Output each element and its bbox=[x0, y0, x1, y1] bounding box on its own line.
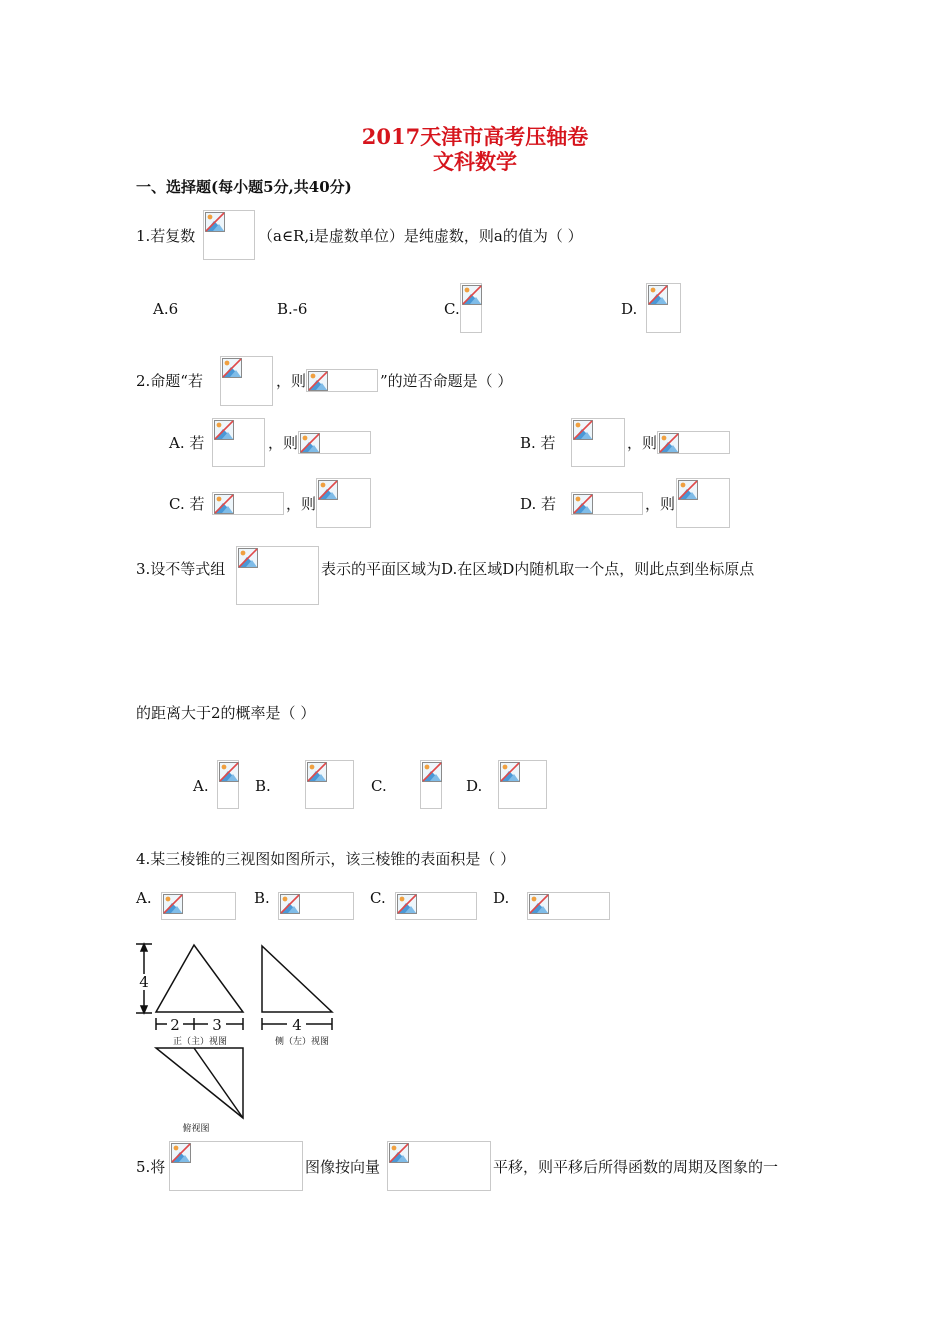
broken-image-glyph bbox=[308, 371, 328, 391]
q5-text-pre: 5.将 bbox=[136, 1158, 166, 1176]
broken-image-glyph bbox=[238, 548, 258, 568]
broken-image-glyph bbox=[648, 285, 668, 305]
broken-image-icon bbox=[306, 369, 378, 392]
broken-image-glyph bbox=[529, 894, 549, 914]
front-height-label: 4 bbox=[139, 973, 149, 991]
broken-image-icon bbox=[571, 418, 625, 467]
q3-option-c: C. bbox=[371, 777, 387, 795]
section-heading: 一、选择题(每小题5分,共40分) bbox=[136, 178, 352, 196]
page-title: 2017天津市高考压轴卷 bbox=[361, 124, 589, 149]
broken-image-icon bbox=[460, 283, 482, 333]
broken-image-icon bbox=[305, 760, 354, 809]
broken-image-glyph bbox=[389, 1143, 409, 1163]
q1-option-a: A.6 bbox=[153, 300, 179, 318]
broken-image-icon bbox=[220, 356, 273, 406]
three-view-figure bbox=[130, 938, 350, 1138]
side-view-caption: 侧（左）视图 bbox=[274, 1037, 330, 1047]
broken-image-glyph bbox=[462, 285, 482, 305]
broken-image-glyph bbox=[163, 894, 183, 914]
q4-option-a: A. bbox=[136, 889, 152, 907]
broken-image-glyph bbox=[573, 494, 593, 514]
broken-image-glyph bbox=[219, 762, 239, 782]
front-view bbox=[136, 944, 243, 1030]
front-view-caption: 正（主）视图 bbox=[172, 1037, 228, 1047]
q1-option-b: B.-6 bbox=[277, 300, 308, 318]
broken-image-glyph bbox=[422, 762, 442, 782]
broken-image-icon bbox=[217, 760, 239, 809]
q2-option-c-pre: C. 若 bbox=[169, 495, 205, 513]
q4-option-c: C. bbox=[370, 889, 386, 907]
broken-image-icon bbox=[498, 760, 547, 809]
q3-text-post: 表示的平面区域为D.在区域D内随机取一个点，则此点到坐标原点 bbox=[321, 560, 755, 578]
broken-image-icon bbox=[571, 492, 643, 515]
front-right-label: 3 bbox=[212, 1016, 222, 1034]
broken-image-icon bbox=[646, 283, 681, 333]
broken-image-glyph bbox=[214, 420, 234, 440]
broken-image-icon bbox=[657, 431, 730, 454]
q2-option-d-pre: D. 若 bbox=[520, 495, 557, 513]
q4-option-d: D. bbox=[493, 889, 510, 907]
q1-text-post: （a∈R,i是虚数单位）是纯虚数，则a的值为（ ） bbox=[258, 227, 583, 245]
broken-image-glyph bbox=[397, 894, 417, 914]
broken-image-icon bbox=[298, 431, 371, 454]
q3-option-b: B. bbox=[255, 777, 271, 795]
q2-text-post: ”的逆否命题是（ ） bbox=[380, 372, 513, 390]
top-view-caption: 俯视图 bbox=[182, 1124, 210, 1134]
broken-image-glyph bbox=[222, 358, 242, 378]
broken-image-glyph bbox=[300, 433, 320, 453]
q3-option-a: A. bbox=[193, 777, 209, 795]
q3-text-line2: 的距离大于2的概率是（ ） bbox=[136, 704, 316, 722]
broken-image-icon bbox=[169, 1141, 303, 1191]
front-left-label: 2 bbox=[170, 1016, 180, 1034]
broken-image-icon bbox=[203, 210, 255, 260]
broken-image-icon bbox=[395, 892, 477, 920]
broken-image-glyph bbox=[500, 762, 520, 782]
q4-text: 4.某三棱锥的三视图如图所示，该三棱锥的表面积是（ ） bbox=[136, 850, 516, 868]
q2-text-mid: ，则 bbox=[276, 372, 307, 390]
broken-image-icon bbox=[212, 418, 265, 467]
broken-image-glyph bbox=[307, 762, 327, 782]
q2-option-b-mid: ，则 bbox=[627, 434, 658, 452]
broken-image-icon bbox=[316, 478, 371, 528]
broken-image-icon bbox=[236, 546, 319, 605]
q2-option-d-mid: ，则 bbox=[645, 495, 676, 513]
q3-option-d: D. bbox=[466, 777, 483, 795]
q1-option-d: D. bbox=[621, 300, 638, 318]
broken-image-icon bbox=[527, 892, 610, 920]
broken-image-icon bbox=[161, 892, 236, 920]
broken-image-icon bbox=[676, 478, 730, 528]
broken-image-glyph bbox=[171, 1143, 191, 1163]
q5-text-post: 平移，则平移后所得函数的周期及图象的一 bbox=[493, 1158, 779, 1176]
broken-image-glyph bbox=[318, 480, 338, 500]
broken-image-glyph bbox=[214, 494, 234, 514]
broken-image-glyph bbox=[573, 420, 593, 440]
broken-image-glyph bbox=[678, 480, 698, 500]
q3-text-pre: 3.设不等式组 bbox=[136, 560, 226, 578]
q1-text-pre: 1.若复数 bbox=[136, 227, 196, 245]
broken-image-icon bbox=[278, 892, 354, 920]
q2-option-a-pre: A. 若 bbox=[169, 434, 205, 452]
side-width-label: 4 bbox=[292, 1016, 302, 1034]
broken-image-glyph bbox=[205, 212, 225, 232]
top-view bbox=[156, 1048, 243, 1118]
q1-option-c: C. bbox=[444, 300, 460, 318]
broken-image-icon bbox=[387, 1141, 491, 1191]
q2-text-pre: 2.命题“若 bbox=[136, 372, 203, 390]
q4-option-b: B. bbox=[254, 889, 270, 907]
broken-image-icon bbox=[420, 760, 442, 809]
q2-option-b-pre: B. 若 bbox=[520, 434, 556, 452]
broken-image-glyph bbox=[659, 433, 679, 453]
q2-option-c-mid: ，则 bbox=[286, 495, 317, 513]
q2-option-a-mid: ，则 bbox=[268, 434, 299, 452]
page-subtitle: 文科数学 bbox=[433, 149, 517, 174]
broken-image-glyph bbox=[280, 894, 300, 914]
q5-text-mid: 图像按向量 bbox=[305, 1158, 381, 1176]
broken-image-icon bbox=[212, 492, 284, 515]
